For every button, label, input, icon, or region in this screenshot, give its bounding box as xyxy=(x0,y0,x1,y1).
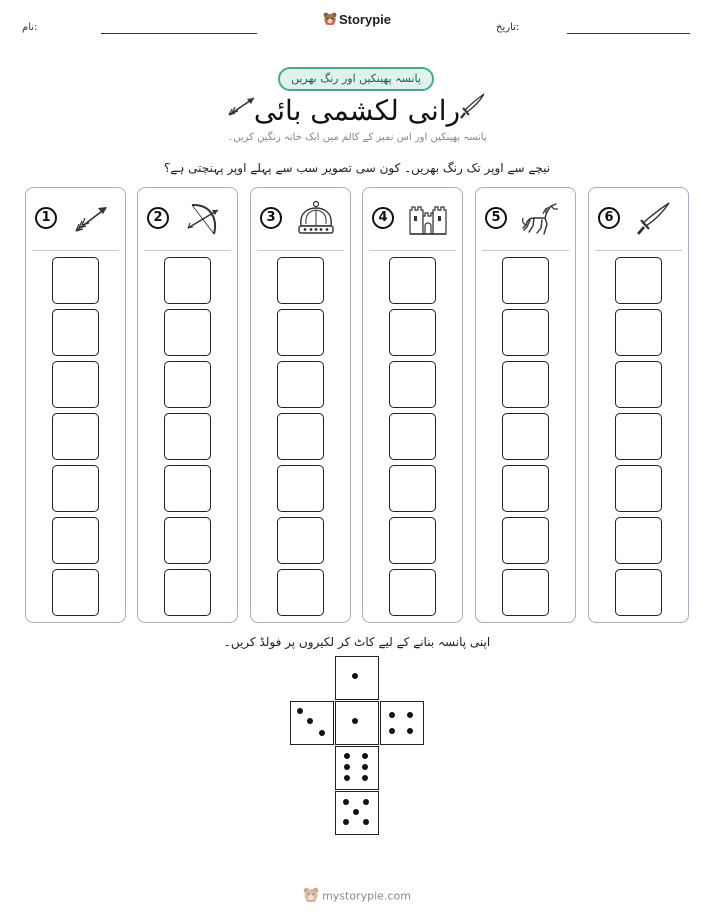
column-number: 2 xyxy=(147,207,169,229)
color-box[interactable] xyxy=(502,569,549,616)
column-divider xyxy=(482,250,569,251)
color-box[interactable] xyxy=(277,309,324,356)
column-6 xyxy=(588,187,689,623)
column-divider xyxy=(595,250,682,251)
color-box[interactable] xyxy=(389,309,436,356)
pip xyxy=(344,753,350,759)
color-box[interactable] xyxy=(52,569,99,616)
bear-logo-icon xyxy=(323,12,337,29)
color-box[interactable] xyxy=(389,257,436,304)
cut-instruction: اپنی پانسہ بنانے کے لیے کاٹ کر لکیروں پر فولڈ کریں۔ xyxy=(223,635,491,649)
color-box[interactable] xyxy=(164,309,211,356)
color-box[interactable] xyxy=(164,361,211,408)
color-box[interactable] xyxy=(52,517,99,564)
color-box[interactable] xyxy=(164,465,211,512)
pip xyxy=(297,708,303,714)
color-box[interactable] xyxy=(615,413,662,460)
pip xyxy=(352,673,358,679)
bow-icon xyxy=(182,200,224,238)
color-box[interactable] xyxy=(615,257,662,304)
column-3 xyxy=(250,187,351,623)
color-box[interactable] xyxy=(502,257,549,304)
sword-icon xyxy=(633,200,675,238)
pip xyxy=(362,764,368,770)
column-number: 1 xyxy=(35,207,57,229)
pip xyxy=(307,718,313,724)
pip xyxy=(363,799,369,805)
color-box[interactable] xyxy=(164,257,211,304)
pip xyxy=(363,819,369,825)
color-box[interactable] xyxy=(52,309,99,356)
color-box[interactable] xyxy=(502,517,549,564)
color-box[interactable] xyxy=(389,465,436,512)
brand-name: Storypie xyxy=(338,12,391,27)
color-box[interactable] xyxy=(615,517,662,564)
dice-face-3 xyxy=(290,701,334,745)
pip xyxy=(362,775,368,781)
color-box[interactable] xyxy=(389,413,436,460)
color-box[interactable] xyxy=(389,517,436,564)
dice-face-4 xyxy=(380,701,424,745)
color-box[interactable] xyxy=(502,309,549,356)
pip xyxy=(319,730,325,736)
column-1 xyxy=(25,187,126,623)
brand-logo xyxy=(0,12,714,29)
color-box[interactable] xyxy=(615,361,662,408)
color-box[interactable] xyxy=(502,413,549,460)
pip xyxy=(352,718,358,724)
pip xyxy=(344,764,350,770)
arrow-icon xyxy=(70,200,112,238)
color-box[interactable] xyxy=(277,569,324,616)
pip xyxy=(389,728,395,734)
column-divider xyxy=(144,250,231,251)
pip xyxy=(407,728,413,734)
color-box[interactable] xyxy=(502,361,549,408)
name-line[interactable] xyxy=(101,33,257,34)
pip xyxy=(343,819,349,825)
color-box[interactable] xyxy=(164,413,211,460)
pip xyxy=(362,753,368,759)
page-title: رانی لکشمی بائی xyxy=(253,94,461,127)
pip xyxy=(344,775,350,781)
dice-face-6 xyxy=(335,746,379,790)
activity-pill: پانسہ پھینکیں اور رنگ بھریں xyxy=(278,67,434,91)
column-divider xyxy=(257,250,344,251)
name-label: نام: xyxy=(22,22,38,33)
pip xyxy=(407,712,413,718)
color-box[interactable] xyxy=(52,361,99,408)
color-box[interactable] xyxy=(164,517,211,564)
color-box[interactable] xyxy=(277,257,324,304)
color-box[interactable] xyxy=(615,465,662,512)
horse-icon xyxy=(520,200,562,238)
color-box[interactable] xyxy=(277,517,324,564)
color-box[interactable] xyxy=(52,413,99,460)
date-label: تاریخ: xyxy=(496,22,520,33)
dice-net xyxy=(290,656,424,836)
color-box[interactable] xyxy=(502,465,549,512)
color-box[interactable] xyxy=(615,309,662,356)
color-box[interactable] xyxy=(164,569,211,616)
color-box[interactable] xyxy=(389,361,436,408)
pip xyxy=(343,799,349,805)
color-box[interactable] xyxy=(277,361,324,408)
dice-face-1 xyxy=(335,701,379,745)
column-number: 5 xyxy=(485,207,507,229)
color-box[interactable] xyxy=(615,569,662,616)
footer-url[interactable]: mystorypie.com xyxy=(322,889,411,903)
column-2 xyxy=(137,187,238,623)
question-text: نیچے سے اوپر تک رنگ بھریں۔ کون سی تصویر سب سے پہلے اوپر پہنچتی ہے؟ xyxy=(163,161,551,175)
column-number: 3 xyxy=(260,207,282,229)
column-divider xyxy=(369,250,456,251)
dice-face-5 xyxy=(335,791,379,835)
column-number: 4 xyxy=(372,207,394,229)
crown-icon xyxy=(295,200,337,238)
footer xyxy=(0,887,714,906)
instruction-subtitle: پانسہ پھینکیں اور اس نمبر کے کالم میں ایک خانہ رنگین کریں۔ xyxy=(227,132,487,143)
castle-icon xyxy=(407,200,449,238)
sword-decoration-icon xyxy=(458,91,488,121)
pip xyxy=(389,712,395,718)
color-box[interactable] xyxy=(389,569,436,616)
column-5 xyxy=(475,187,576,623)
color-box[interactable] xyxy=(52,257,99,304)
date-line[interactable] xyxy=(567,33,690,34)
color-box[interactable] xyxy=(277,413,324,460)
color-box[interactable] xyxy=(52,465,99,512)
bear-footer-icon xyxy=(303,887,319,906)
column-number: 6 xyxy=(598,207,620,229)
dice-face-1 xyxy=(335,656,379,700)
color-box[interactable] xyxy=(277,465,324,512)
column-divider xyxy=(32,250,119,251)
column-4 xyxy=(362,187,463,623)
pip xyxy=(353,809,359,815)
